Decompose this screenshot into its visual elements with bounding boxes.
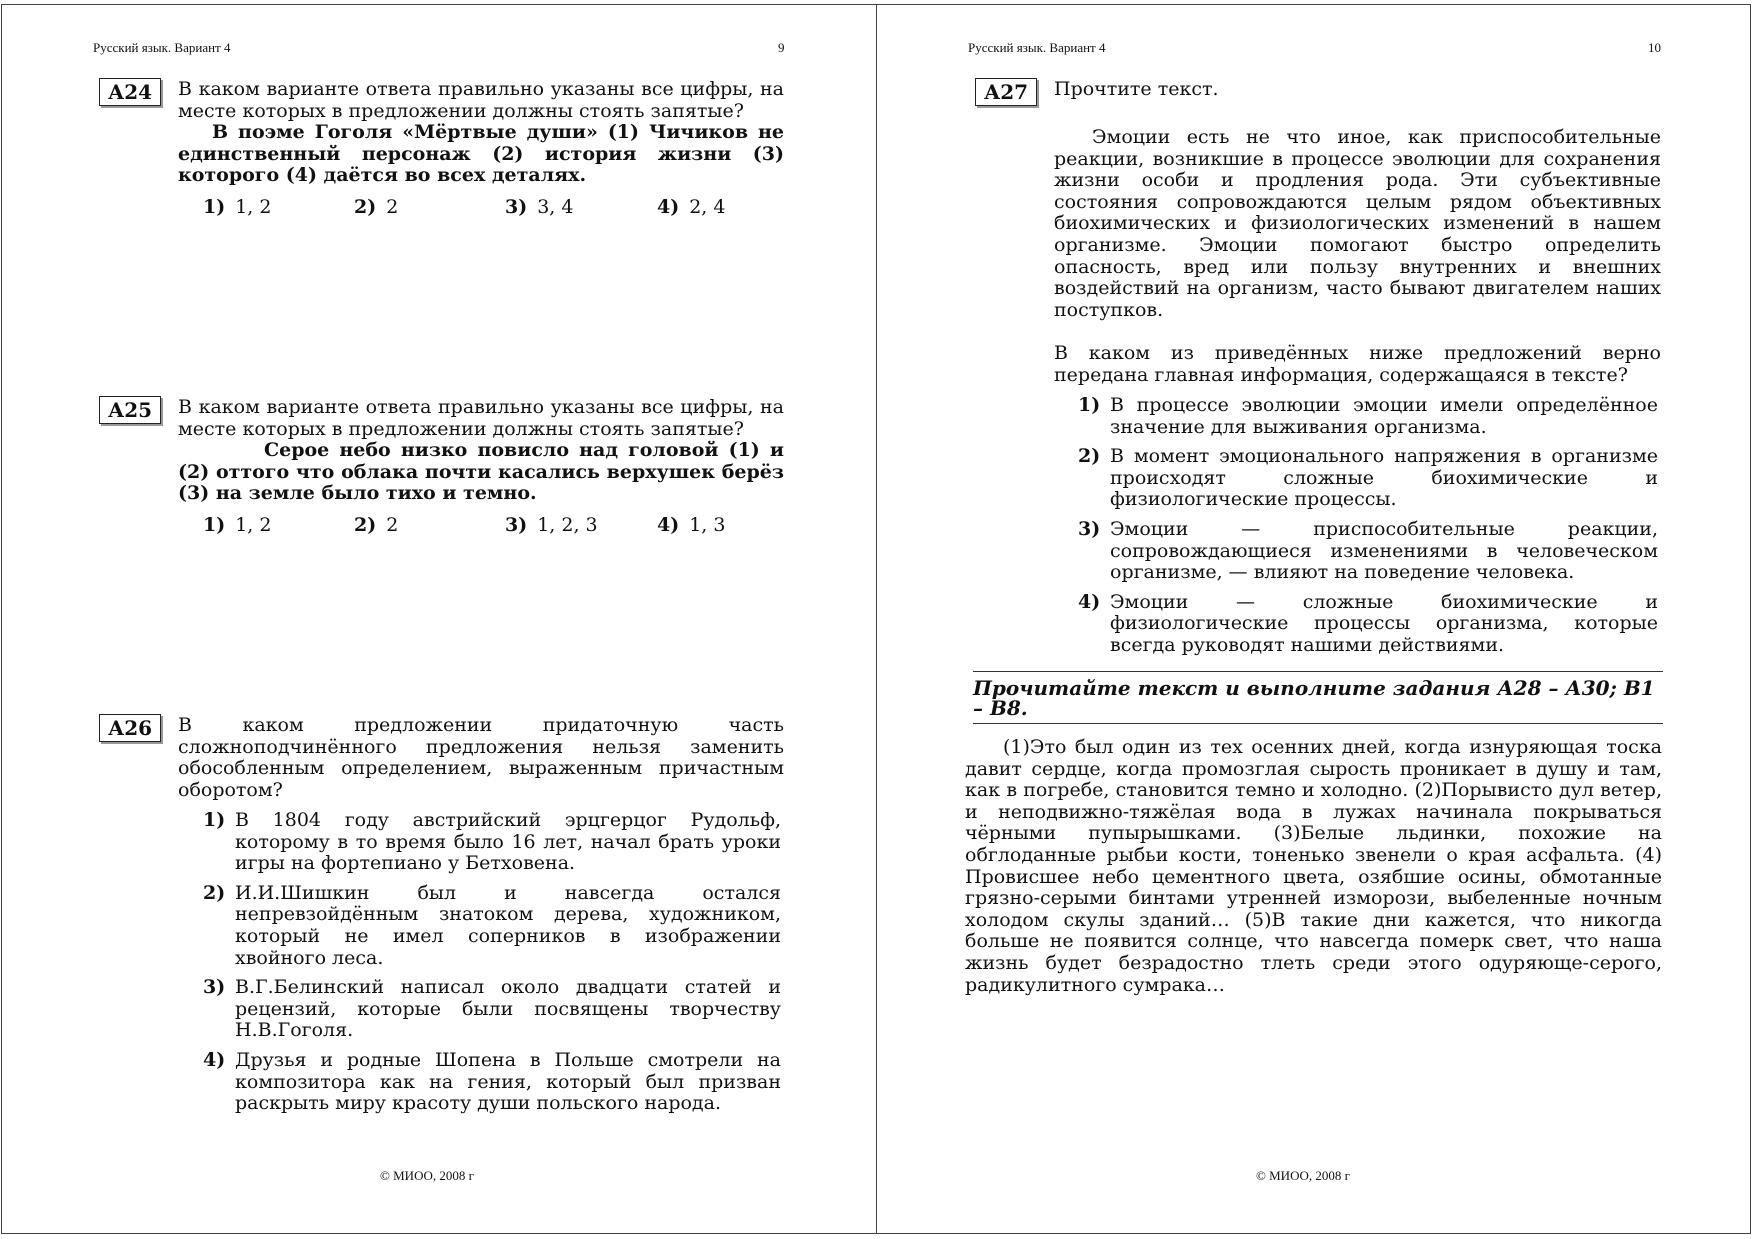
task-label-a26: А26 [99, 714, 161, 742]
task-a27-question: В каком из приведённых ниже предложений верно передана главная информация, содержащаяся в тексте? [1054, 342, 1661, 386]
left-page-number: 9 [778, 40, 785, 55]
task-a24-sentence: В поэме Гоголя «Мёртвые души» (1) Чичиков не единственный персонаж (2) история жизни (3) которого (4) даётся во всех деталях. [178, 121, 784, 187]
task-a26-option: 2) И.И.Шишкин был и навсегда остался непревзойдённым знатоком дерева, художником, который не имел соперников в изображении хвойного леса. [203, 881, 781, 969]
task-a25-options [203, 514, 783, 538]
task-a27-options [1078, 395, 1658, 665]
task-a25-sentence: Серое небо низко повисло над головой (1) и (2) оттого что облака почти касались верхушек берёз (3) на земле было тихо и темно. [178, 439, 784, 505]
task-a27-prompt: Прочтите текст. [1054, 78, 1219, 100]
task-a25-option: 1) 1, 2 [203, 514, 272, 536]
task-a24-option: 1) 1, 2 [203, 196, 272, 218]
reading-passage: (1)Это был один из тех осенних дней, когда изнуряющая тоска давит сердце, когда промозглая сырость проникает в душу и там, как в погребе, становится темно и холодно. (2)Порывисто дул ветер, и неподвижно-тяжёлая вода в лужах начинала покрываться чёрными пупырышками. (3)Белые льдинки, похожие на обглоданные рыбьи кости, тоненько звенели о края асфальта. (4) Провисшее небо цементного цвета, озябшие осины, обмотанные грязно-серыми бинтами утренней изморози, выбеленные ночным холодом скулы зданий… (5)В такие дни кажется, что никогда больше не появится солнце, что навсегда померк свет, что наша жизнь будет безрадостно тлеть среди этого одуряюще-серого, радикулитного сумрака… [965, 736, 1662, 996]
task-a26-option: 1) В 1804 году австрийский эрцгерцог Рудольф, которому в то время было 16 лет, начал брать уроки игры на фортепиано у Бетховена. [203, 809, 781, 875]
task-label-a27: А27 [975, 78, 1037, 106]
task-a24-options [203, 196, 783, 220]
left-header-title: Русский язык. Вариант 4 [93, 40, 231, 55]
left-footer: © МИОО, 2008 г [380, 1168, 474, 1183]
task-label-a25: А25 [99, 396, 161, 424]
reading-instruction: Прочитайте текст и выполните задания А28 – А30; В1 – В8. [973, 676, 1655, 720]
task-a25 [178, 397, 784, 505]
right-page-number: 10 [1648, 40, 1661, 55]
task-a24 [178, 79, 784, 187]
task-a24-option: 4) 2, 4 [657, 196, 726, 218]
instruction-rule-bottom [973, 723, 1663, 724]
task-a26-option: 4) Друзья и родные Шопена в Польше смотрели на композитора как на гения, который был призван раскрыть миру красоту души польского народа. [203, 1048, 781, 1115]
task-a26-option: 3) В.Г.Белинский написал около двадцати статей и рецензий, которые были посвящены творчеству Н.В.Гоголя. [203, 976, 781, 1042]
task-label-a24: А24 [99, 78, 161, 106]
task-a27-option: 1) В процессе эволюции эмоции имели определённое значение для выживания организма. [1078, 394, 1658, 438]
task-a25-option: 3) 1, 2, 3 [505, 514, 598, 536]
right-page [877, 0, 1754, 1239]
right-footer: © МИОО, 2008 г [1256, 1168, 1350, 1183]
task-a24-option: 3) 3, 4 [505, 196, 574, 218]
task-a26-question: В каком предложении придаточную часть сложноподчинённого предложения нельзя заменить обособленным определением, выраженным причастным оборотом? [178, 714, 784, 801]
left-page [0, 0, 876, 1239]
task-a27-option: 4) Эмоции — сложные биохимические и физиологические процессы организма, которые всегда руководят нашими действиями. [1078, 590, 1658, 656]
task-a24-question: В каком варианте ответа правильно указаны все цифры, на месте которых в предложении должны стоять запятые? [178, 78, 784, 122]
task-a25-question: В каком варианте ответа правильно указаны все цифры, на месте которых в предложении должны стоять запятые? [178, 396, 784, 440]
task-a26-options [203, 810, 781, 1123]
task-a24-option: 2) 2 [354, 196, 399, 218]
instruction-rule-top [973, 671, 1663, 672]
right-header-title: Русский язык. Вариант 4 [968, 40, 1106, 55]
task-a27-option: 2) В момент эмоционального напряжения в организме происходят сложные биохимические и физиологические процессы. [1078, 445, 1658, 511]
task-a27-text: Эмоции есть не что иное, как приспособительные реакции, возникшие в процессе эволюции для сохранения жизни особи и продления рода. Эти субъективные состояния сопровождаются целым рядом объективных биохимических и физиологических изменений в нашем организме. Эмоции помогают быстро определить опасность, вред или пользу внутренних и внешних воздействий на организм, часто бывают двигателем наших поступков. [1054, 126, 1661, 321]
task-a25-option: 2) 2 [354, 514, 399, 536]
task-a27-option: 3) Эмоции — приспособительные реакции, сопровождающиеся изменениями в человеческом организме, — влияют на поведение человека. [1078, 517, 1658, 584]
task-a25-option: 4) 1, 3 [657, 514, 726, 536]
